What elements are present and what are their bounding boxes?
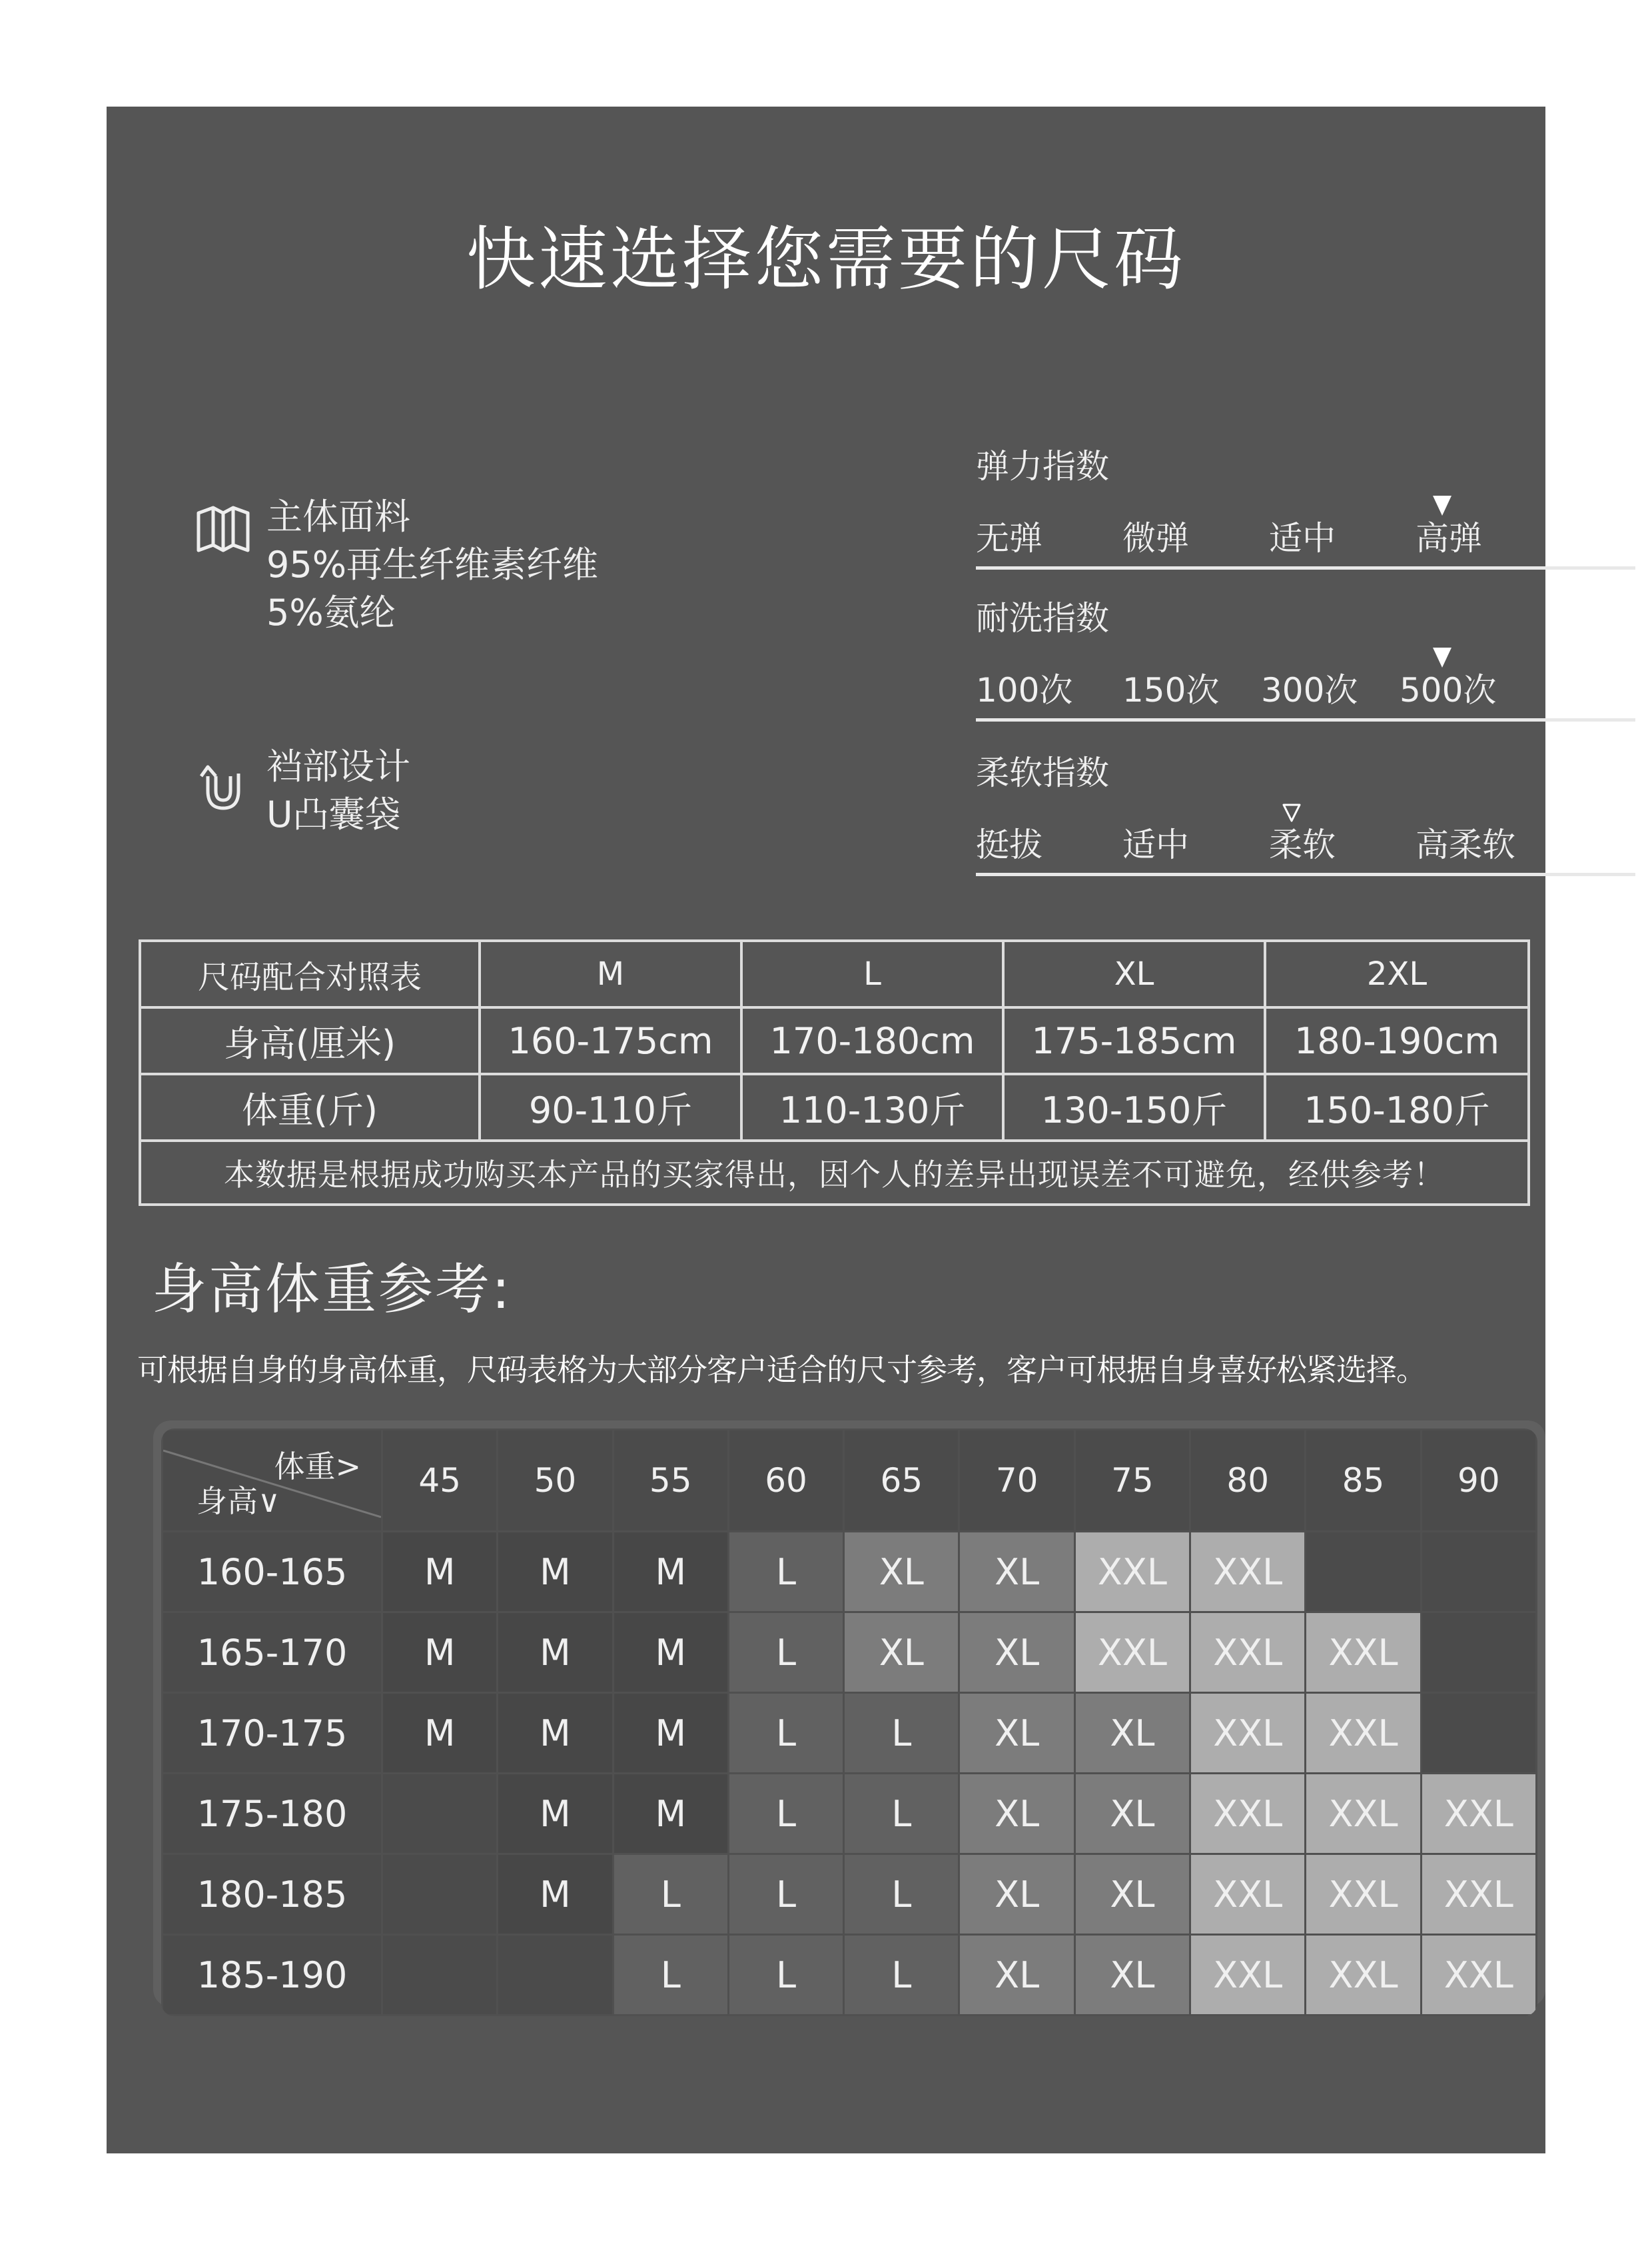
size-cell: M	[382, 1612, 498, 1693]
weight-column-header: 60	[728, 1430, 843, 1532]
size-cell: L	[728, 1854, 843, 1935]
weight-column-header: 65	[844, 1430, 959, 1532]
softness-index	[976, 746, 1635, 876]
weight-column-header: 85	[1306, 1430, 1421, 1532]
height-row-label: 180-185	[163, 1854, 382, 1935]
feature-fabric-line-2: 5%氨纶	[266, 592, 396, 634]
table-cell: 180-190cm	[1265, 1007, 1529, 1074]
size-cell: XXL	[1074, 1532, 1190, 1612]
size-comparison-table	[139, 939, 1530, 1206]
elasticity-scale	[976, 493, 1635, 570]
size-cell: XXL	[1190, 1693, 1306, 1774]
weight-column-header: 75	[1074, 1430, 1190, 1532]
size-cell: XXL	[1421, 1854, 1536, 1935]
size-cell: L	[844, 1693, 959, 1774]
table-cell: 90-110斤	[480, 1074, 741, 1141]
table-cell: 130-150斤	[1003, 1074, 1265, 1141]
softness-option: 高柔软	[1416, 826, 1515, 864]
wash-option: 150次	[1122, 671, 1220, 710]
size-cell: XXL	[1421, 1935, 1536, 2015]
grid-corner-cell	[163, 1430, 382, 1532]
height-row-label: 185-190	[163, 1935, 382, 2015]
size-cell: XXL	[1190, 1774, 1306, 1854]
size-column-header: XL	[1003, 941, 1265, 1007]
wash-option: 300次	[1261, 671, 1358, 710]
size-cell: M	[613, 1612, 728, 1693]
weight-column-header: 50	[498, 1430, 613, 1532]
size-cell: XL	[959, 1693, 1074, 1774]
height-weight-grid-wrap	[153, 1420, 1545, 2007]
wash-index-label: 耐洗指数	[976, 599, 1109, 638]
elasticity-option: 无弹	[976, 519, 1042, 558]
size-cell: M	[498, 1774, 613, 1854]
size-cell	[1421, 1693, 1536, 1774]
size-cell: XL	[1074, 1935, 1190, 2015]
grid-row	[163, 1935, 1537, 2015]
feature-fabric	[193, 493, 598, 637]
size-cell: M	[613, 1774, 728, 1854]
size-cell: L	[728, 1693, 843, 1774]
size-cell: L	[728, 1612, 843, 1693]
size-cell	[382, 1854, 498, 1935]
u-shape-icon	[193, 750, 253, 816]
size-cell	[1306, 1532, 1421, 1612]
size-cell: XXL	[1306, 1612, 1421, 1693]
height-row-label: 175-180	[163, 1774, 382, 1854]
elasticity-index-label: 弹力指数	[976, 447, 1109, 486]
softness-option: 适中	[1122, 826, 1189, 864]
size-cell: L	[844, 1935, 959, 2015]
size-cell: XL	[1074, 1774, 1190, 1854]
weight-axis-label: 体重>	[274, 1448, 361, 1484]
softness-option: 柔软	[1269, 826, 1336, 864]
row-label: 身高(厘米)	[140, 1007, 480, 1074]
size-cell: XXL	[1306, 1854, 1421, 1935]
grid-row	[163, 1612, 1537, 1693]
size-cell: XXL	[1190, 1532, 1306, 1612]
wash-option: 500次	[1400, 671, 1497, 710]
selected-marker-icon	[1433, 496, 1451, 516]
size-table-title: 尺码配合对照表	[140, 941, 480, 1007]
size-cell: XXL	[1190, 1854, 1306, 1935]
table-cell: 160-175cm	[480, 1007, 741, 1074]
reference-title: 身高体重参考:	[152, 1258, 512, 1321]
table-cell: 110-130斤	[741, 1074, 1003, 1141]
size-cell: XL	[959, 1774, 1074, 1854]
size-cell: XXL	[1306, 1774, 1421, 1854]
feature-crotch	[193, 743, 410, 839]
elasticity-option: 高弹	[1416, 519, 1482, 558]
size-table-note: 本数据是根据成功购买本产品的买家得出，因个人的差异出现误差不可避免，经供参考！	[140, 1141, 1529, 1205]
size-cell: XL	[959, 1532, 1074, 1612]
size-cell	[1421, 1532, 1536, 1612]
size-guide-panel	[107, 107, 1545, 2153]
size-cell: XXL	[1306, 1693, 1421, 1774]
size-cell: M	[382, 1693, 498, 1774]
size-cell: XXL	[1306, 1935, 1421, 2015]
size-column-header: L	[741, 941, 1003, 1007]
book-icon	[193, 500, 253, 560]
height-row-label: 165-170	[163, 1612, 382, 1693]
table-cell: 170-180cm	[741, 1007, 1003, 1074]
size-cell: L	[844, 1774, 959, 1854]
grid-row	[163, 1854, 1537, 1935]
feature-fabric-title: 主体面料	[266, 496, 410, 538]
elasticity-option: 微弹	[1122, 519, 1189, 558]
size-cell: XL	[959, 1935, 1074, 2015]
size-table-row-weight	[140, 1074, 1529, 1141]
height-weight-grid	[161, 1428, 1537, 2016]
size-cell: M	[382, 1532, 498, 1612]
size-cell: M	[498, 1854, 613, 1935]
feature-crotch-title: 裆部设计	[266, 746, 410, 788]
table-cell: 150-180斤	[1265, 1074, 1529, 1141]
size-cell	[1421, 1612, 1536, 1693]
size-cell: XXL	[1074, 1612, 1190, 1693]
size-cell	[382, 1774, 498, 1854]
size-table-header	[140, 941, 1529, 1007]
size-cell: XL	[1074, 1854, 1190, 1935]
size-table-row-height	[140, 1007, 1529, 1074]
weight-column-header: 70	[959, 1430, 1074, 1532]
size-cell	[498, 1935, 613, 2015]
weight-column-header: 45	[382, 1430, 498, 1532]
size-cell: XXL	[1190, 1935, 1306, 2015]
weight-column-header: 55	[613, 1430, 728, 1532]
grid-row	[163, 1774, 1537, 1854]
size-cell: L	[613, 1935, 728, 2015]
size-cell: XL	[959, 1854, 1074, 1935]
size-table-note-row	[140, 1141, 1529, 1205]
row-label: 体重(斤)	[140, 1074, 480, 1141]
grid-row	[163, 1693, 1537, 1774]
height-row-label: 160-165	[163, 1532, 382, 1612]
size-cell: M	[613, 1532, 728, 1612]
height-axis-label: 身高∨	[197, 1483, 280, 1519]
size-cell: L	[613, 1854, 728, 1935]
size-cell: L	[728, 1532, 843, 1612]
elasticity-option: 适中	[1269, 519, 1336, 558]
feature-crotch-line-1: U凸囊袋	[266, 794, 401, 836]
elasticity-index	[976, 440, 1635, 570]
height-row-label: 170-175	[163, 1693, 382, 1774]
size-cell: XL	[844, 1532, 959, 1612]
wash-index	[976, 592, 1635, 722]
softness-option: 挺拔	[976, 826, 1042, 864]
weight-column-header: 90	[1421, 1430, 1536, 1532]
size-cell: L	[844, 1854, 959, 1935]
page-title: 快速选择您需要的尺码	[466, 219, 1186, 300]
size-cell: XL	[1074, 1693, 1190, 1774]
grid-header-row	[163, 1430, 1537, 1532]
size-column-header: M	[480, 941, 741, 1007]
size-cell: XL	[959, 1612, 1074, 1693]
size-cell: M	[498, 1532, 613, 1612]
size-column-header: 2XL	[1265, 941, 1529, 1007]
size-cell: XL	[844, 1612, 959, 1693]
selected-marker-outline-icon	[1281, 802, 1302, 824]
size-cell: L	[728, 1935, 843, 2015]
size-cell: M	[498, 1693, 613, 1774]
size-cell	[382, 1935, 498, 2015]
selected-marker-icon	[1433, 648, 1451, 668]
softness-index-label: 柔软指数	[976, 754, 1109, 792]
weight-column-header: 80	[1190, 1430, 1306, 1532]
size-cell: XXL	[1190, 1612, 1306, 1693]
grid-row	[163, 1532, 1537, 1612]
table-cell: 175-185cm	[1003, 1007, 1265, 1074]
size-cell: M	[498, 1612, 613, 1693]
size-cell: XXL	[1421, 1774, 1536, 1854]
size-cell: L	[728, 1774, 843, 1854]
reference-description: 可根据自身的身高体重，尺码表格为大部分客户适合的尺寸参考，客户可根据自身喜好松紧选择。	[137, 1352, 1426, 1388]
wash-option: 100次	[976, 671, 1073, 710]
softness-scale	[976, 800, 1635, 876]
wash-scale	[976, 645, 1635, 722]
size-cell: M	[613, 1693, 728, 1774]
feature-fabric-line-1: 95%再生纤维素纤维	[266, 544, 599, 586]
